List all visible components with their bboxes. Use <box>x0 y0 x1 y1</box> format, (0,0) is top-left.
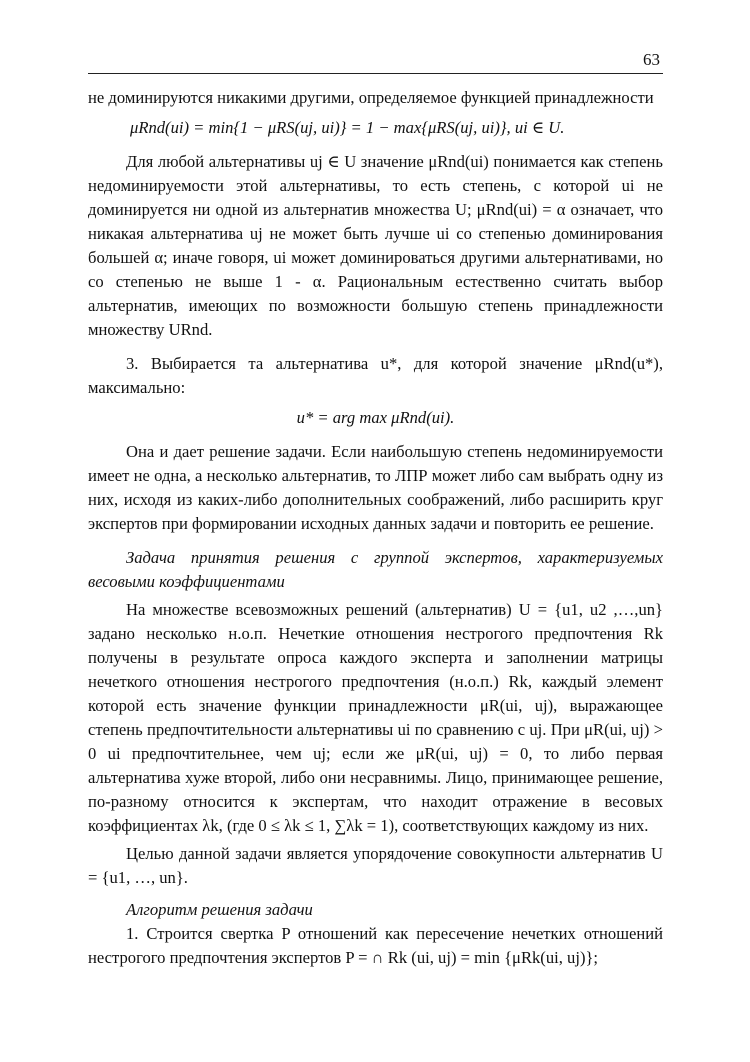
paragraph-5: На множестве всевозможных решений (альтернатив) U = {u1, u2 ,…,un} задано несколько н.о.п. Нечеткие отношения нестрогого предпочтения Rk получены в результате опроса каждого эксперта и заполнении матрицы нечеткого отношения нестрогого предпочтения (н.о.п.) Rk, каждый элемент которой есть значение функции принадлежности μR(ui, uj), выражающее степень предпочтительности альтернативы ui по сравнению с uj. При μR(ui, uj) > 0 ui предпочтительнее, чем uj; если же μR(ui, uj) = 0, то либо первая альтернатива хуже второй, либо они несравнимы. Лицо, принимающее решение, по-разному относится к экспертам, что находит отражение в весовых коэффициентах λk, (где 0 ≤ λk ≤ 1, ∑λk = 1), соответствующих каждому из них. <box>88 600 663 835</box>
page-number: 63 <box>643 50 660 69</box>
section-heading-weighted-experts: Задача принятия решения с группой экспертов, характеризуемых весовыми коэффициентами <box>88 548 663 591</box>
paragraph-3: 3. Выбирается та альтернатива u*, для которой значение μRnd(u*), максимально: <box>88 354 663 397</box>
paragraph-7: 1. Строится свертка P отношений как пересечение нечетких отношений нестрогого предпочтения экспертов P = ∩ Rk (ui, uj) = min {μRk(ui, uj)}; <box>88 924 663 967</box>
paragraph-4: Она и дает решение задачи. Если наибольшую степень недоминируемости имеет не одна, а несколько альтернатив, то ЛПР может либо сам выбрать одну из них, исходя из каких-либо дополнительных соображений, либо расширить круг экспертов при формировании исходных данных задачи и повторить ее решение. <box>88 442 663 533</box>
formula-argmax: u* = arg max μRnd(ui). <box>296 408 455 427</box>
paragraph-6: Целью данной задачи является упорядочение совокупности альтернатив U = {u1, …, un}. <box>88 844 663 887</box>
paragraph-1: не доминируются никакими другими, определяемое функцией принадлежности <box>88 88 654 107</box>
formula-nondominance: μRnd(ui) = min{1 − μRS(uj, ui)} = 1 − max{μRS(uj, ui)}, ui ∈ U. <box>130 118 565 137</box>
header-rule <box>88 73 663 74</box>
paragraph-2: Для любой альтернативы uj ∈ U значение μRnd(ui) понимается как степень недоминируемости этой альтернативы, то есть степень, с которой ui не доминируется ни одной из альтернатив множества U; μRnd(ui) = α означает, что никакая альтернатива uj не может быть лучше ui со степенью доминирования большей α; иначе говоря, ui может доминироваться другими альтернативами, но со степенью не выше 1 - α. Рациональным естественно считать выбор альтернатив, имеющих по возможности большую степень принадлежности множеству URnd. <box>88 152 663 339</box>
page-body <box>88 86 663 970</box>
section-heading-algorithm: Алгоритм решения задачи <box>126 900 313 919</box>
